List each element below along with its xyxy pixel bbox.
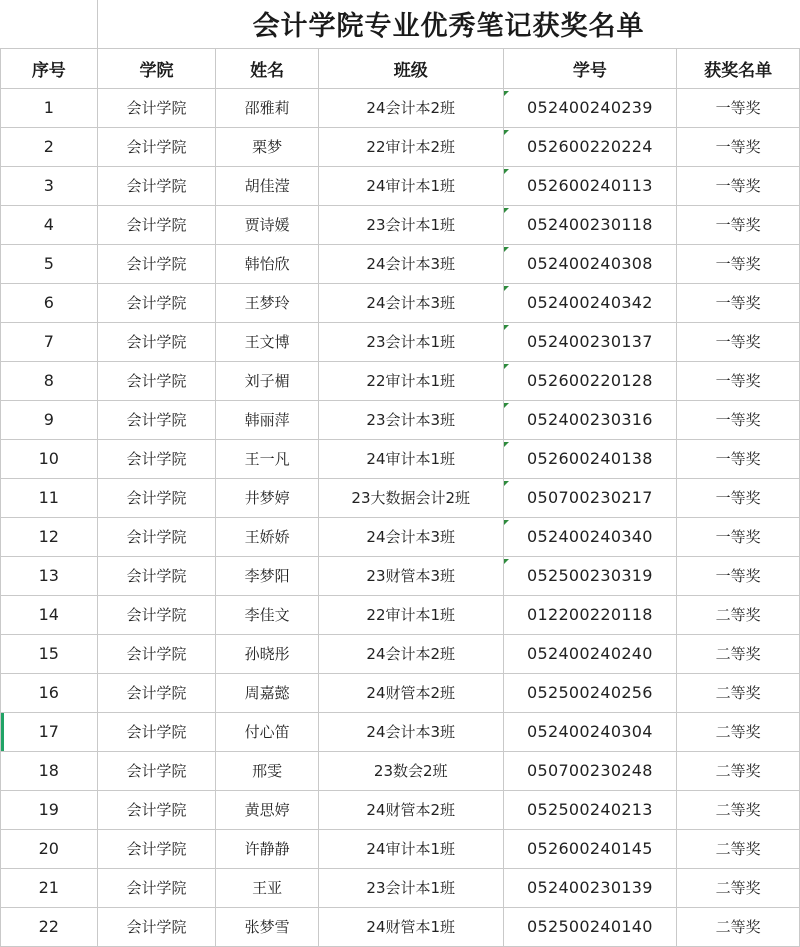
- header-class[interactable]: 班级: [318, 48, 503, 88]
- cell-name[interactable]: 许静静: [216, 829, 319, 868]
- cell-college[interactable]: 会计学院: [97, 127, 216, 166]
- cell-award[interactable]: 一等奖: [677, 556, 800, 595]
- cell-name[interactable]: 李佳文: [216, 595, 319, 634]
- cell-student-id[interactable]: 052400230139: [503, 868, 677, 907]
- cell-name[interactable]: 孙晓彤: [216, 634, 319, 673]
- cell-award[interactable]: 一等奖: [677, 283, 800, 322]
- error-indicator-icon: [504, 481, 509, 486]
- cell-college[interactable]: 会计学院: [97, 205, 216, 244]
- cell-award[interactable]: 一等奖: [677, 88, 800, 127]
- cell-student-id-text: 052400240308: [527, 254, 653, 273]
- cell-class[interactable]: 24会计本3班: [318, 517, 503, 556]
- header-name[interactable]: 姓名: [216, 48, 319, 88]
- cell-award[interactable]: 一等奖: [677, 439, 800, 478]
- cell-no[interactable]: 16: [1, 673, 98, 712]
- cell-no[interactable]: 21: [1, 868, 98, 907]
- error-indicator-icon: [504, 130, 509, 135]
- table-row: [1, 283, 800, 322]
- error-indicator-icon: [504, 520, 509, 525]
- cell-class[interactable]: 23会计本1班: [318, 868, 503, 907]
- cell-award[interactable]: 二等奖: [677, 634, 800, 673]
- table-row: [1, 439, 800, 478]
- cell-name[interactable]: 栗梦: [216, 127, 319, 166]
- cell-no[interactable]: 18: [1, 751, 98, 790]
- title-row: [1, 0, 800, 48]
- cell-name[interactable]: 黄思婷: [216, 790, 319, 829]
- cell-no[interactable]: 11: [1, 478, 98, 517]
- cell-student-id[interactable]: [503, 361, 677, 400]
- table-row: [1, 751, 800, 790]
- cell-college[interactable]: 会计学院: [97, 868, 216, 907]
- cell-college[interactable]: 会计学院: [97, 517, 216, 556]
- cell-class[interactable]: 24会计本2班: [318, 88, 503, 127]
- cell-college[interactable]: 会计学院: [97, 790, 216, 829]
- cell-student-id[interactable]: [503, 244, 677, 283]
- cell-award[interactable]: 二等奖: [677, 751, 800, 790]
- row-selection-indicator: [1, 713, 4, 751]
- cell-student-id[interactable]: 050700230248: [503, 751, 677, 790]
- cell-student-id[interactable]: [503, 88, 677, 127]
- cell-college[interactable]: 会计学院: [97, 400, 216, 439]
- table-row: [1, 868, 800, 907]
- error-indicator-icon: [504, 247, 509, 252]
- error-indicator-icon: [504, 442, 509, 447]
- cell-name[interactable]: 胡佳滢: [216, 166, 319, 205]
- cell-student-id[interactable]: [503, 127, 677, 166]
- cell-student-id[interactable]: [503, 205, 677, 244]
- header-award[interactable]: 获奖名单: [677, 48, 800, 88]
- cell-college[interactable]: 会计学院: [97, 283, 216, 322]
- cell-class[interactable]: 24审计本1班: [318, 439, 503, 478]
- cell-college[interactable]: 会计学院: [97, 634, 216, 673]
- cell-no[interactable]: 12: [1, 517, 98, 556]
- table-row: [1, 166, 800, 205]
- table-row: [1, 907, 800, 946]
- cell-no[interactable]: 13: [1, 556, 98, 595]
- cell-no[interactable]: 1: [1, 88, 98, 127]
- cell-award[interactable]: 二等奖: [677, 673, 800, 712]
- cell-student-id-text: 052400230137: [527, 332, 653, 351]
- cell-no[interactable]: 2: [1, 127, 98, 166]
- cell-college[interactable]: 会计学院: [97, 556, 216, 595]
- cell-no[interactable]: 15: [1, 634, 98, 673]
- cell-no[interactable]: 5: [1, 244, 98, 283]
- cell-award[interactable]: 一等奖: [677, 478, 800, 517]
- cell-no[interactable]: 14: [1, 595, 98, 634]
- cell-college[interactable]: 会计学院: [97, 712, 216, 751]
- table-row: [1, 634, 800, 673]
- header-row: [1, 48, 800, 88]
- cell-award[interactable]: 二等奖: [677, 868, 800, 907]
- error-indicator-icon: [504, 559, 509, 564]
- table-row: [1, 712, 800, 751]
- cell-student-id-text: 052600240113: [527, 176, 653, 195]
- cell-class[interactable]: 23会计本3班: [318, 400, 503, 439]
- error-indicator-icon: [504, 208, 509, 213]
- cell-college[interactable]: 会计学院: [97, 361, 216, 400]
- cell-student-id-text: 052400230316: [527, 410, 653, 429]
- cell-award[interactable]: 一等奖: [677, 166, 800, 205]
- cell-award[interactable]: 一等奖: [677, 322, 800, 361]
- header-student-id[interactable]: 学号: [503, 48, 677, 88]
- table-row: [1, 478, 800, 517]
- cell-award[interactable]: 二等奖: [677, 790, 800, 829]
- cell-student-id[interactable]: [503, 283, 677, 322]
- cell-class[interactable]: 23会计本1班: [318, 322, 503, 361]
- cell-college[interactable]: 会计学院: [97, 166, 216, 205]
- cell-name[interactable]: 王一凡: [216, 439, 319, 478]
- cell-name[interactable]: 王文博: [216, 322, 319, 361]
- cell-class[interactable]: 24会计本3班: [318, 283, 503, 322]
- cell-no[interactable]: 8: [1, 361, 98, 400]
- cell-college[interactable]: 会计学院: [97, 907, 216, 946]
- cell-name[interactable]: 王娇娇: [216, 517, 319, 556]
- cell-college[interactable]: 会计学院: [97, 751, 216, 790]
- table-row: [1, 829, 800, 868]
- cell-award[interactable]: 一等奖: [677, 127, 800, 166]
- cell-student-id[interactable]: 052500240256: [503, 673, 677, 712]
- cell-no[interactable]: 20: [1, 829, 98, 868]
- cell-award[interactable]: 一等奖: [677, 517, 800, 556]
- cell-no[interactable]: 3: [1, 166, 98, 205]
- error-indicator-icon: [504, 286, 509, 291]
- cell-name[interactable]: 李梦阳: [216, 556, 319, 595]
- header-no[interactable]: 序号: [1, 48, 98, 88]
- cell-student-id[interactable]: 052600240145: [503, 829, 677, 868]
- cell-class[interactable]: 24审计本1班: [318, 829, 503, 868]
- sheet-corner[interactable]: [1, 0, 98, 48]
- cell-no[interactable]: 6: [1, 283, 98, 322]
- cell-no[interactable]: [1, 712, 98, 751]
- cell-award[interactable]: 二等奖: [677, 907, 800, 946]
- cell-no[interactable]: 4: [1, 205, 98, 244]
- table-row: [1, 595, 800, 634]
- cell-name[interactable]: 周嘉懿: [216, 673, 319, 712]
- cell-college[interactable]: 会计学院: [97, 244, 216, 283]
- cell-student-id[interactable]: [503, 400, 677, 439]
- cell-student-id-text: 052400240239: [527, 98, 653, 117]
- cell-student-id[interactable]: [503, 478, 677, 517]
- cell-award[interactable]: 二等奖: [677, 712, 800, 751]
- cell-name[interactable]: 邵雅莉: [216, 88, 319, 127]
- cell-student-id[interactable]: 052500240140: [503, 907, 677, 946]
- cell-student-id[interactable]: [503, 556, 677, 595]
- cell-class[interactable]: 24财管本2班: [318, 790, 503, 829]
- cell-name[interactable]: 井梦婷: [216, 478, 319, 517]
- error-indicator-icon: [504, 403, 509, 408]
- cell-no[interactable]: 10: [1, 439, 98, 478]
- cell-student-id[interactable]: 052500240213: [503, 790, 677, 829]
- cell-name[interactable]: 王亚: [216, 868, 319, 907]
- cell-no[interactable]: 9: [1, 400, 98, 439]
- cell-class[interactable]: 24财管本1班: [318, 907, 503, 946]
- cell-class[interactable]: 23会计本1班: [318, 205, 503, 244]
- cell-name[interactable]: 韩丽萍: [216, 400, 319, 439]
- cell-name[interactable]: 王梦玲: [216, 283, 319, 322]
- cell-no[interactable]: 22: [1, 907, 98, 946]
- error-indicator-icon: [504, 91, 509, 96]
- table-row: [1, 790, 800, 829]
- error-indicator-icon: [504, 364, 509, 369]
- cell-college[interactable]: 会计学院: [97, 829, 216, 868]
- cell-no[interactable]: 19: [1, 790, 98, 829]
- error-indicator-icon: [504, 169, 509, 174]
- table-row: [1, 361, 800, 400]
- cell-award[interactable]: 一等奖: [677, 400, 800, 439]
- cell-award[interactable]: 一等奖: [677, 361, 800, 400]
- cell-college[interactable]: 会计学院: [97, 478, 216, 517]
- table-row: [1, 244, 800, 283]
- cell-award[interactable]: 一等奖: [677, 244, 800, 283]
- cell-class[interactable]: 24会计本2班: [318, 634, 503, 673]
- cell-student-id[interactable]: [503, 439, 677, 478]
- table-row: [1, 556, 800, 595]
- cell-student-id-text: 050700230217: [527, 488, 653, 507]
- table-row: [1, 400, 800, 439]
- cell-award[interactable]: 二等奖: [677, 829, 800, 868]
- cell-college[interactable]: 会计学院: [97, 322, 216, 361]
- cell-class[interactable]: 23数会2班: [318, 751, 503, 790]
- cell-class[interactable]: 22审计本1班: [318, 361, 503, 400]
- cell-student-id[interactable]: [503, 517, 677, 556]
- cell-student-id-text: 052600240138: [527, 449, 653, 468]
- cell-student-id[interactable]: 052400240240: [503, 634, 677, 673]
- cell-college[interactable]: 会计学院: [97, 595, 216, 634]
- table-row: [1, 127, 800, 166]
- cell-student-id-text: 052600220224: [527, 137, 653, 156]
- cell-name[interactable]: 付心笛: [216, 712, 319, 751]
- cell-student-id-text: 052400240340: [527, 527, 653, 546]
- cell-award[interactable]: 一等奖: [677, 205, 800, 244]
- cell-award[interactable]: 二等奖: [677, 595, 800, 634]
- cell-name[interactable]: 邢雯: [216, 751, 319, 790]
- table-row: [1, 205, 800, 244]
- table-row: [1, 88, 800, 127]
- cell-no-text: 17: [38, 722, 59, 741]
- cell-student-id-text: 052500230319: [527, 566, 653, 585]
- cell-student-id-text: 052600220128: [527, 371, 653, 390]
- cell-college[interactable]: 会计学院: [97, 88, 216, 127]
- cell-college[interactable]: 会计学院: [97, 439, 216, 478]
- cell-name[interactable]: 韩怡欣: [216, 244, 319, 283]
- cell-student-id[interactable]: [503, 166, 677, 205]
- cell-college[interactable]: 会计学院: [97, 673, 216, 712]
- cell-no[interactable]: 7: [1, 322, 98, 361]
- cell-student-id[interactable]: 052400240304: [503, 712, 677, 751]
- sheet-title[interactable]: 会计学院专业优秀笔记获奖名单: [97, 0, 799, 48]
- cell-class[interactable]: 23财管本3班: [318, 556, 503, 595]
- cell-name[interactable]: 刘子楣: [216, 361, 319, 400]
- cell-class[interactable]: 22审计本2班: [318, 127, 503, 166]
- cell-class[interactable]: 24会计本3班: [318, 244, 503, 283]
- table-row: [1, 673, 800, 712]
- cell-class[interactable]: 24财管本2班: [318, 673, 503, 712]
- cell-class[interactable]: 22审计本1班: [318, 595, 503, 634]
- cell-student-id[interactable]: 012200220118: [503, 595, 677, 634]
- cell-student-id[interactable]: [503, 322, 677, 361]
- cell-student-id-text: 052400240342: [527, 293, 653, 312]
- error-indicator-icon: [504, 325, 509, 330]
- cell-name[interactable]: 张梦雪: [216, 907, 319, 946]
- header-college[interactable]: 学院: [97, 48, 216, 88]
- cell-class[interactable]: 24审计本1班: [318, 166, 503, 205]
- cell-class[interactable]: 23大数据会计2班: [318, 478, 503, 517]
- cell-class[interactable]: 24会计本3班: [318, 712, 503, 751]
- cell-name[interactable]: 贾诗媛: [216, 205, 319, 244]
- table-row: [1, 322, 800, 361]
- table-row: [1, 517, 800, 556]
- cell-student-id-text: 052400230118: [527, 215, 653, 234]
